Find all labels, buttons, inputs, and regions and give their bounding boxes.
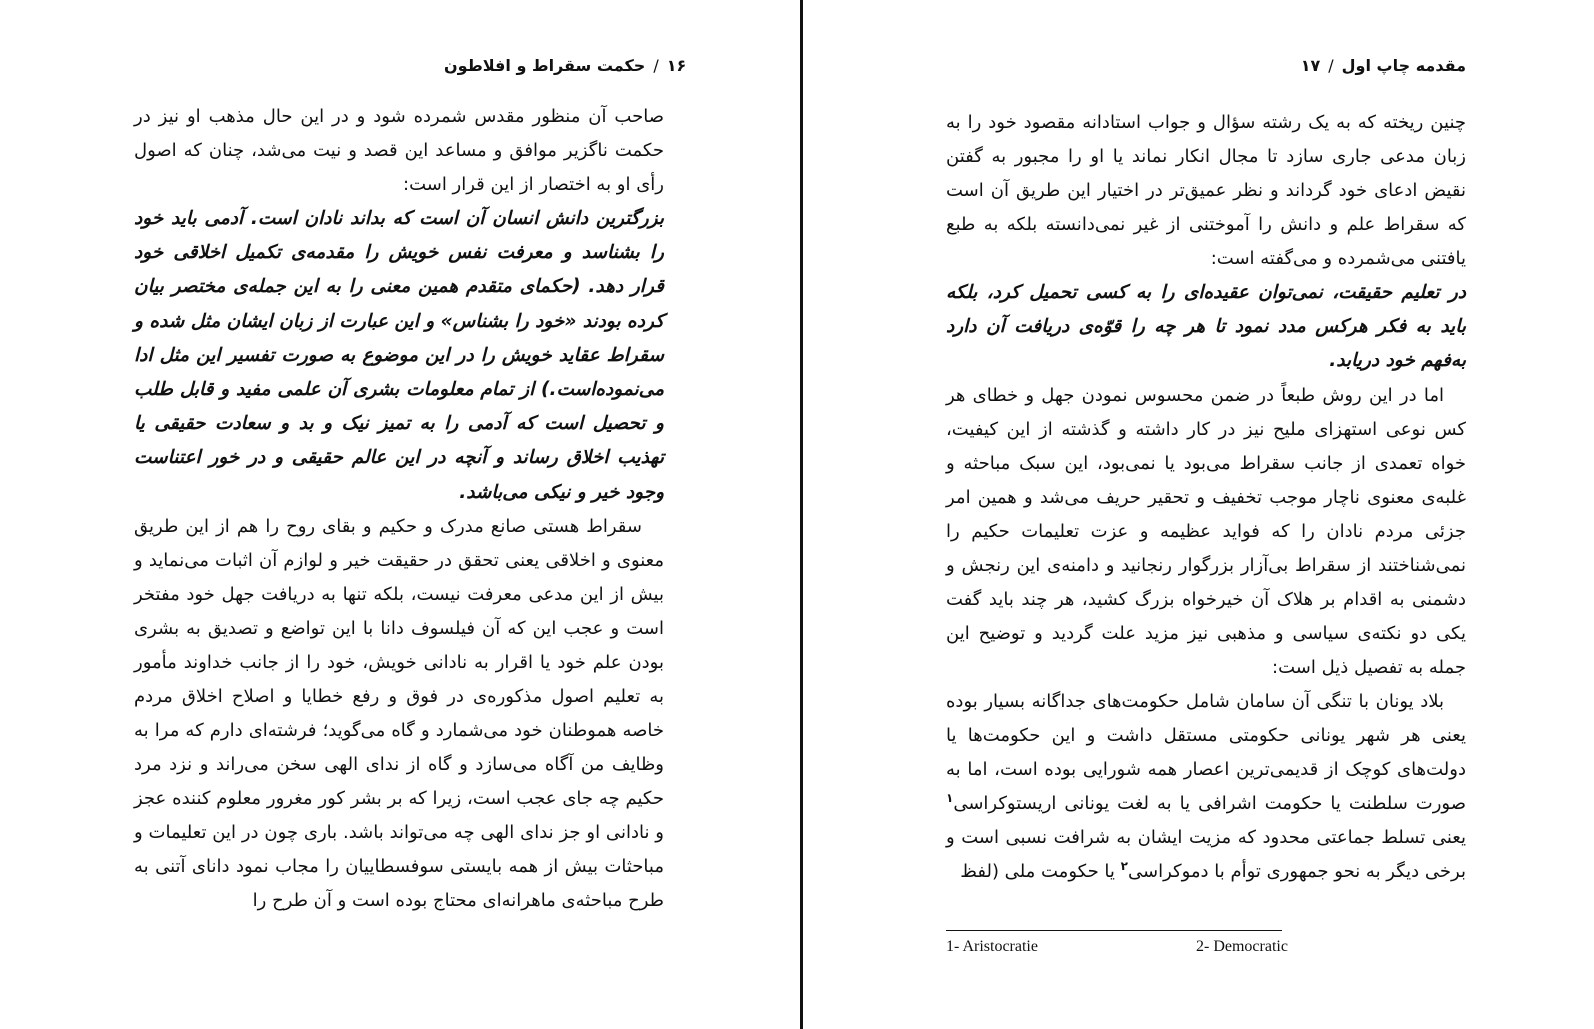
footnote-marker-1: ۱ [946,790,954,805]
right-paragraph-3-part-3: یا حکومت ملی (لفظ [960,860,1115,882]
footnote-rule [946,930,1282,931]
right-page-number: ۱۷ [1300,56,1321,75]
left-page-number: ۱۶ [666,56,687,75]
right-paragraph-2: اما در این روش طبعاً در ضمن محسوس نمودن جهل و خطای هر کس نوعی استهزای ملیح نیز در کار داشته و گذشته از این کیفیت، خواه تعمدی از جانب سقراط می‌بود یا نمی‌بود، این سبک مباحثه و غلبه‌ی معنوی ناچار موجب تخفیف و تحقیر حریف می‌شد و همین امر جزئی مردم نادان را که فواید عظیمه و عزت تعلیمات حکیم را نمی‌شناختند از سقراط بی‌آزار بزرگوار رنجانید و دامنه‌ی این رنجش و دشمنی به اقدام بر هلاک آن خیرخواه بزرگ کشید، هر چند باید گفت یکی دو نکته‌ی سیاسی و مذهبی نیز مزید علت گردید و توضیح این جمله به تفصیل ذیل است: [946,384,1466,678]
left-paragraph-2: سقراط هستی صانع مدرک و حکیم و بقای روح را هم از این طریق معنوی و اخلاقی یعنی تحقق در حقیقت خیر و لوازم آن اثبات می‌نماید و بیش از این مدعی معرفت نیست، بلکه تنها به دریافت جهل خود مفتخر است و عجب این که آن فیلسوف دانا با این تواضع و تصدیق به بشری بودن علم خود یا اقرار به نادانی خویش، خود را از جانب خداوند مأمور به تعلیم اصول مذکوره‌ی در فوق و رفع خطایا و اصلاح اخلاق مردم خاصه هموطنان خود می‌شمارد و گاه می‌گوید؛ فرشته‌ای دارم که مرا به وظایف من آگاه می‌سازد و گاه از ندای الهی سخن می‌راند و نزد مرد حکیم چه جای عجب است، زیرا که بر بشر کور مغرور معلوم کننده عجز و نادانی او جز ندای الهی چه می‌تواند باشد. باری چون در این تعلیمات و مباحثات بیش از همه بایستی سوفسطاییان را مجاب نمود دانای آتنی به طرح مباحثه‌ی ماهرانه‌ای محتاج بوده است و آن طرح را [134,515,664,911]
right-paragraph-3-part-2: یعنی تسلط جماعتی محدود که مزیت ایشان به شرافت نسبی است و برخی دیگر به نحو جمهوری توأم با دموکراسی [946,826,1466,882]
right-running-title: مقدمه چاپ اول [1341,56,1466,75]
left-paragraph-1: صاحب آن منظور مقدس شمرده شود و در این حال مذهب او نیز در حکمت ناگزیر موافق و مساعد این قصد و نیت می‌شد، چنان که اصول رأی او به اختصار از این قرار است: [134,106,664,195]
page-gutter [800,0,803,1029]
left-running-head [444,56,686,75]
right-header-separator: / [1328,56,1334,75]
left-running-title: حکمت سقراط و افلاطون [444,56,646,75]
right-paragraph-3 [946,685,1466,889]
right-running-head [1301,56,1466,75]
right-body-text [946,106,1466,889]
right-paragraph-1: چنین ریخته که به یک رشته سؤال و جواب استادانه مقصود خود را به زبان مدعی جاری سازد تا مجال انکار نماند یا او را مجبور به گفتن نقیض ادعای خود گرداند و نظر عمیق‌تر در اختیار این طریق آن است که سقراط علم و دانش را آموختنی از غیر نمی‌دانسته بلکه به طبع یافتنی می‌شمرده و می‌گفته است: [946,112,1466,269]
footnote-1: 1- Aristocratie [946,938,1038,955]
left-header-separator: / [653,56,659,75]
right-quote-block: در تعلیم حقیقت، نمی‌توان عقیده‌ای را به کسی تحمیل کرد، بلکه باید به فکر هرکس مدد نمود تا هر چه را قوّه‌ی دریافت آن دارد به‌فهم خود دریابد. [946,282,1466,372]
right-page [946,0,1466,1029]
left-quote-block: بزرگترین دانش انسان آن است که بداند نادان است. آدمی باید خود را بشناسد و معرفت نفس خویش را مقدمه‌ی تکمیل اخلاقی خود قرار دهد. (حکمای متقدم همین معنی را به این جمله‌ی مختصر بیان کرده بودند «خود را بشناس» و این عبارت از زبان ایشان مثل شده و سقراط عقاید خویش را در این موضوع به صورت تفسیر این مثل ادا می‌نموده‌است.) از تمام معلومات بشری آن علمی مفید و قابل طلب و تحصیل است که آدمی را به تمیز نیک و بد و سعادت حقیقی یا تهذیب اخلاق رساند و آنچه در این عالم حقیقی و در خور اعتناست وجود خیر و نیکی می‌باشد. [134,208,664,503]
footnote-2: 2- Democratic [1196,938,1288,955]
right-paragraph-3-part-1: بلاد یونان با تنگی آن سامان شامل حکومت‌های جداگانه بسیار بوده یعنی هر شهر یونانی حکومتی مستقل داشت و این حکومت‌ها یا دولت‌های کوچک از قدیمی‌ترین اعصار همه شورایی بوده است، اما به صورت سلطنت یا حکومت اشرافی یا به لغت یونانی اریستوکراسی [946,690,1466,814]
left-body-text [134,100,664,918]
footnote-marker-2: ۲ [1120,858,1128,873]
left-page [134,0,687,1029]
